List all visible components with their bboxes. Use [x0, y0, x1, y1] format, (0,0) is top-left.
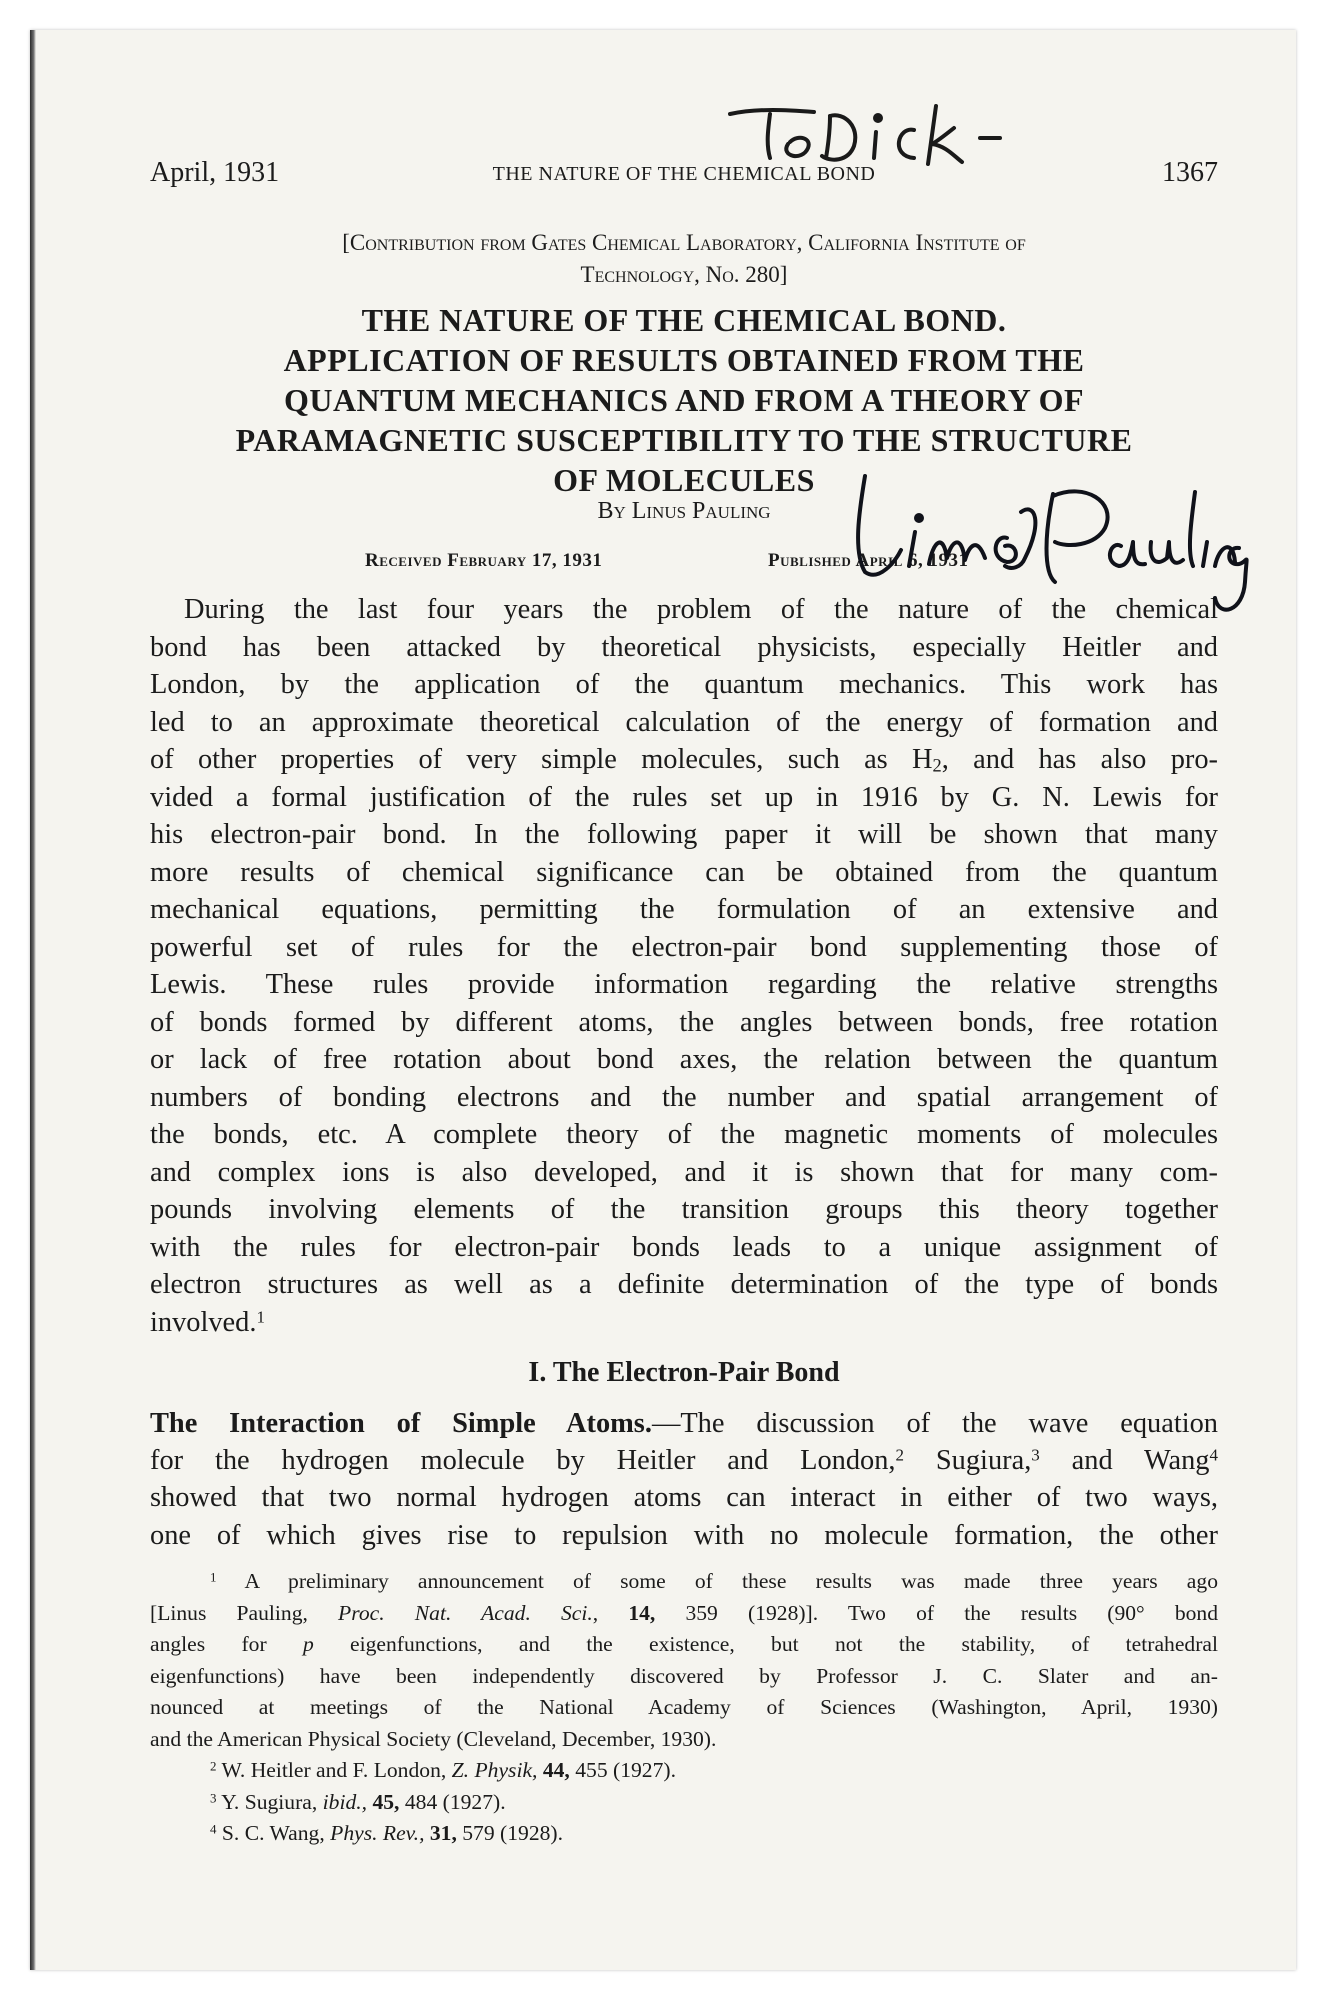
footnote-line	[150, 1566, 1218, 1598]
title-line: QUANTUM MECHANICS AND FROM A THEORY OF	[283, 382, 1085, 418]
footnote-line	[150, 1755, 1218, 1787]
line-text: for the hydrogen molecule by Heitler and London,	[150, 1445, 896, 1477]
paragraph-line: Lewis. These rules provide information regarding the relative strengths	[150, 969, 1218, 1000]
line-text: 484 (1927).	[399, 1789, 506, 1814]
paper-page	[30, 30, 1296, 1970]
paragraph-line: more results of chemical significance can be obtained from the quantum	[150, 856, 1218, 888]
footnote-line	[150, 1629, 1218, 1661]
contribution-line: Technology, No. 280]	[580, 262, 788, 287]
line-text: angles for	[150, 1632, 303, 1656]
paragraph-line: During the last four years the problem of the nature of the chemical	[184, 594, 1218, 625]
paragraph-line: led to an approximate theoretical calculation of the energy of formation and	[150, 706, 1218, 738]
footnote-number: 4	[210, 1821, 217, 1837]
footnote-marker: 1	[256, 1306, 265, 1326]
footnote-line	[150, 1787, 1218, 1819]
title-line: THE NATURE OF THE CHEMICAL BOND.	[361, 302, 1007, 338]
footnote-line	[150, 1818, 1218, 1850]
footnotes	[150, 1566, 1218, 1850]
line-text: Y. Sugiura,	[216, 1789, 323, 1814]
paragraph-line: powerful set of rules for the electron-pair bond supplementing those of	[150, 931, 1218, 963]
handwritten-inscription	[718, 86, 1018, 176]
paragraph-line: London, by the application of the quantum mechanics. This work has	[150, 669, 1218, 700]
footnote-number: 2	[210, 1758, 217, 1774]
running-head	[150, 157, 1218, 197]
running-head-date: April, 1931	[150, 157, 280, 188]
author-byline: By Linus Pauling	[597, 498, 771, 524]
footnote-number: 3	[210, 1790, 217, 1806]
paragraph-line: bond has been attacked by theoretical physicists, especially Heitler and	[150, 631, 1218, 663]
footnote-line	[150, 1598, 1218, 1630]
footnote-number: 1	[210, 1569, 217, 1585]
running-head-title: THE NATURE OF THE CHEMICAL BOND	[492, 163, 876, 185]
volume-number: 44,	[537, 1758, 570, 1782]
paragraph-line: of bonds formed by different atoms, the angles between bonds, free rotation	[150, 1006, 1218, 1038]
signature-drawing	[835, 462, 1255, 632]
published-date: Published April 6, 1931	[768, 550, 969, 571]
line-text: eigenfunctions, and the existence, but not the stability, of tetrahedral	[313, 1632, 1218, 1656]
paragraph-line: the bonds, etc. A complete theory of the magnetic moments of molecules	[150, 1119, 1218, 1150]
intro-paragraph	[150, 591, 1218, 1341]
interaction-paragraph	[150, 1405, 1218, 1554]
line-text: [Linus Pauling,	[150, 1600, 339, 1625]
title-line: APPLICATION OF RESULTS OBTAINED FROM THE	[283, 342, 1085, 378]
line-text: S. C. Wang,	[216, 1821, 331, 1845]
footnote-line: nounced at meetings of the National Academy of Sciences (Washington, April, 1930)	[150, 1695, 1218, 1719]
h2-subscript: 2	[932, 755, 942, 776]
line-text: and Wang	[1039, 1445, 1210, 1477]
handwritten-signature	[835, 462, 1255, 632]
line-text: 579 (1928).	[456, 1821, 564, 1845]
received-date: Received February 17, 1931	[365, 550, 603, 571]
paragraph-line: pounds involving elements of the transition groups this theory together	[150, 1194, 1218, 1225]
contribution-line: [Contribution from Gates Chemical Laboratory, California Institute of	[342, 230, 1026, 255]
paragraph-line	[150, 1304, 1218, 1342]
paragraph-line: and complex ions is also developed, and it is shown that for many com-	[150, 1156, 1218, 1188]
footnote-marker: 3	[1031, 1445, 1040, 1465]
volume-number: 31,	[424, 1821, 457, 1845]
section-heading: I. The Electron-Pair Bond	[528, 1357, 840, 1388]
paragraph-line: or lack of free rotation about bond axes, the relation between the quantum	[150, 1044, 1218, 1075]
paragraph-lead: The Interaction of Simple Atoms.	[150, 1408, 652, 1439]
journal-name: Z. Physik,	[451, 1758, 538, 1782]
page-number: 1367	[1162, 157, 1218, 188]
title-line: PARAMAGNETIC SUSCEPTIBILITY TO THE STRUCTURE	[235, 422, 1133, 458]
line-text: ,	[592, 1600, 629, 1625]
line-text: W. Heitler and F. London,	[216, 1758, 452, 1782]
line-text: 455 (1927).	[569, 1758, 676, 1782]
footnote-line: eigenfunctions) have been independently discovered by Professor J. C. Slater and an-	[150, 1663, 1218, 1688]
volume-number: 14,	[628, 1600, 656, 1625]
paragraph-line: numbers of bonding electrons and the number and spatial arrangement of	[150, 1081, 1218, 1113]
journal-name: ibid.,	[322, 1789, 368, 1814]
title-line: OF MOLECULES	[553, 462, 815, 498]
paragraph-line	[150, 741, 1218, 779]
line-text: , and has also pro-	[941, 744, 1218, 775]
paragraph-line: showed that two normal hydrogen atoms can interact in either of two ways,	[150, 1482, 1218, 1514]
paragraph-line	[150, 1442, 1218, 1479]
line-text: involved.	[150, 1306, 257, 1338]
volume-number: 45,	[367, 1789, 400, 1814]
italic-symbol: p	[302, 1632, 314, 1656]
contribution-note	[150, 227, 1218, 291]
paragraph-line: vided a formal justification of the rules set up in 1916 by G. N. Lewis for	[150, 781, 1218, 813]
inscription-drawing	[718, 86, 1018, 176]
paragraph-line: his electron-pair bond. In the following paper it will be shown that many	[150, 819, 1218, 850]
line-text: A preliminary announcement of some of these results was made three years ago	[216, 1569, 1218, 1593]
paragraph-line: one of which gives rise to repulsion with no molecule formation, the other	[150, 1519, 1218, 1551]
footnote-marker: 4	[1209, 1445, 1218, 1465]
line-text: —The discussion of the wave equation	[651, 1408, 1218, 1439]
page-spine	[30, 30, 36, 1970]
journal-name: Proc. Nat. Acad. Sci.	[338, 1600, 593, 1625]
paragraph-line: mechanical equations, permitting the formulation of an extensive and	[150, 894, 1218, 925]
paragraph-line	[150, 1405, 1218, 1442]
paragraph-line: electron structures as well as a definite determination of the type of bonds	[150, 1269, 1218, 1300]
paragraph-line: with the rules for electron-pair bonds leads to a unique assignment of	[150, 1231, 1218, 1263]
line-text: Sugiura,	[904, 1445, 1032, 1477]
footnote-marker: 2	[895, 1445, 905, 1465]
footnote-line: and the American Physical Society (Cleveland, December, 1930).	[150, 1726, 717, 1751]
line-text: 359 (1928)]. Two of the results (90° bond	[655, 1600, 1219, 1625]
line-text: of other properties of very simple molecules, such as H	[150, 744, 933, 775]
journal-name: Phys. Rev.,	[330, 1821, 425, 1845]
